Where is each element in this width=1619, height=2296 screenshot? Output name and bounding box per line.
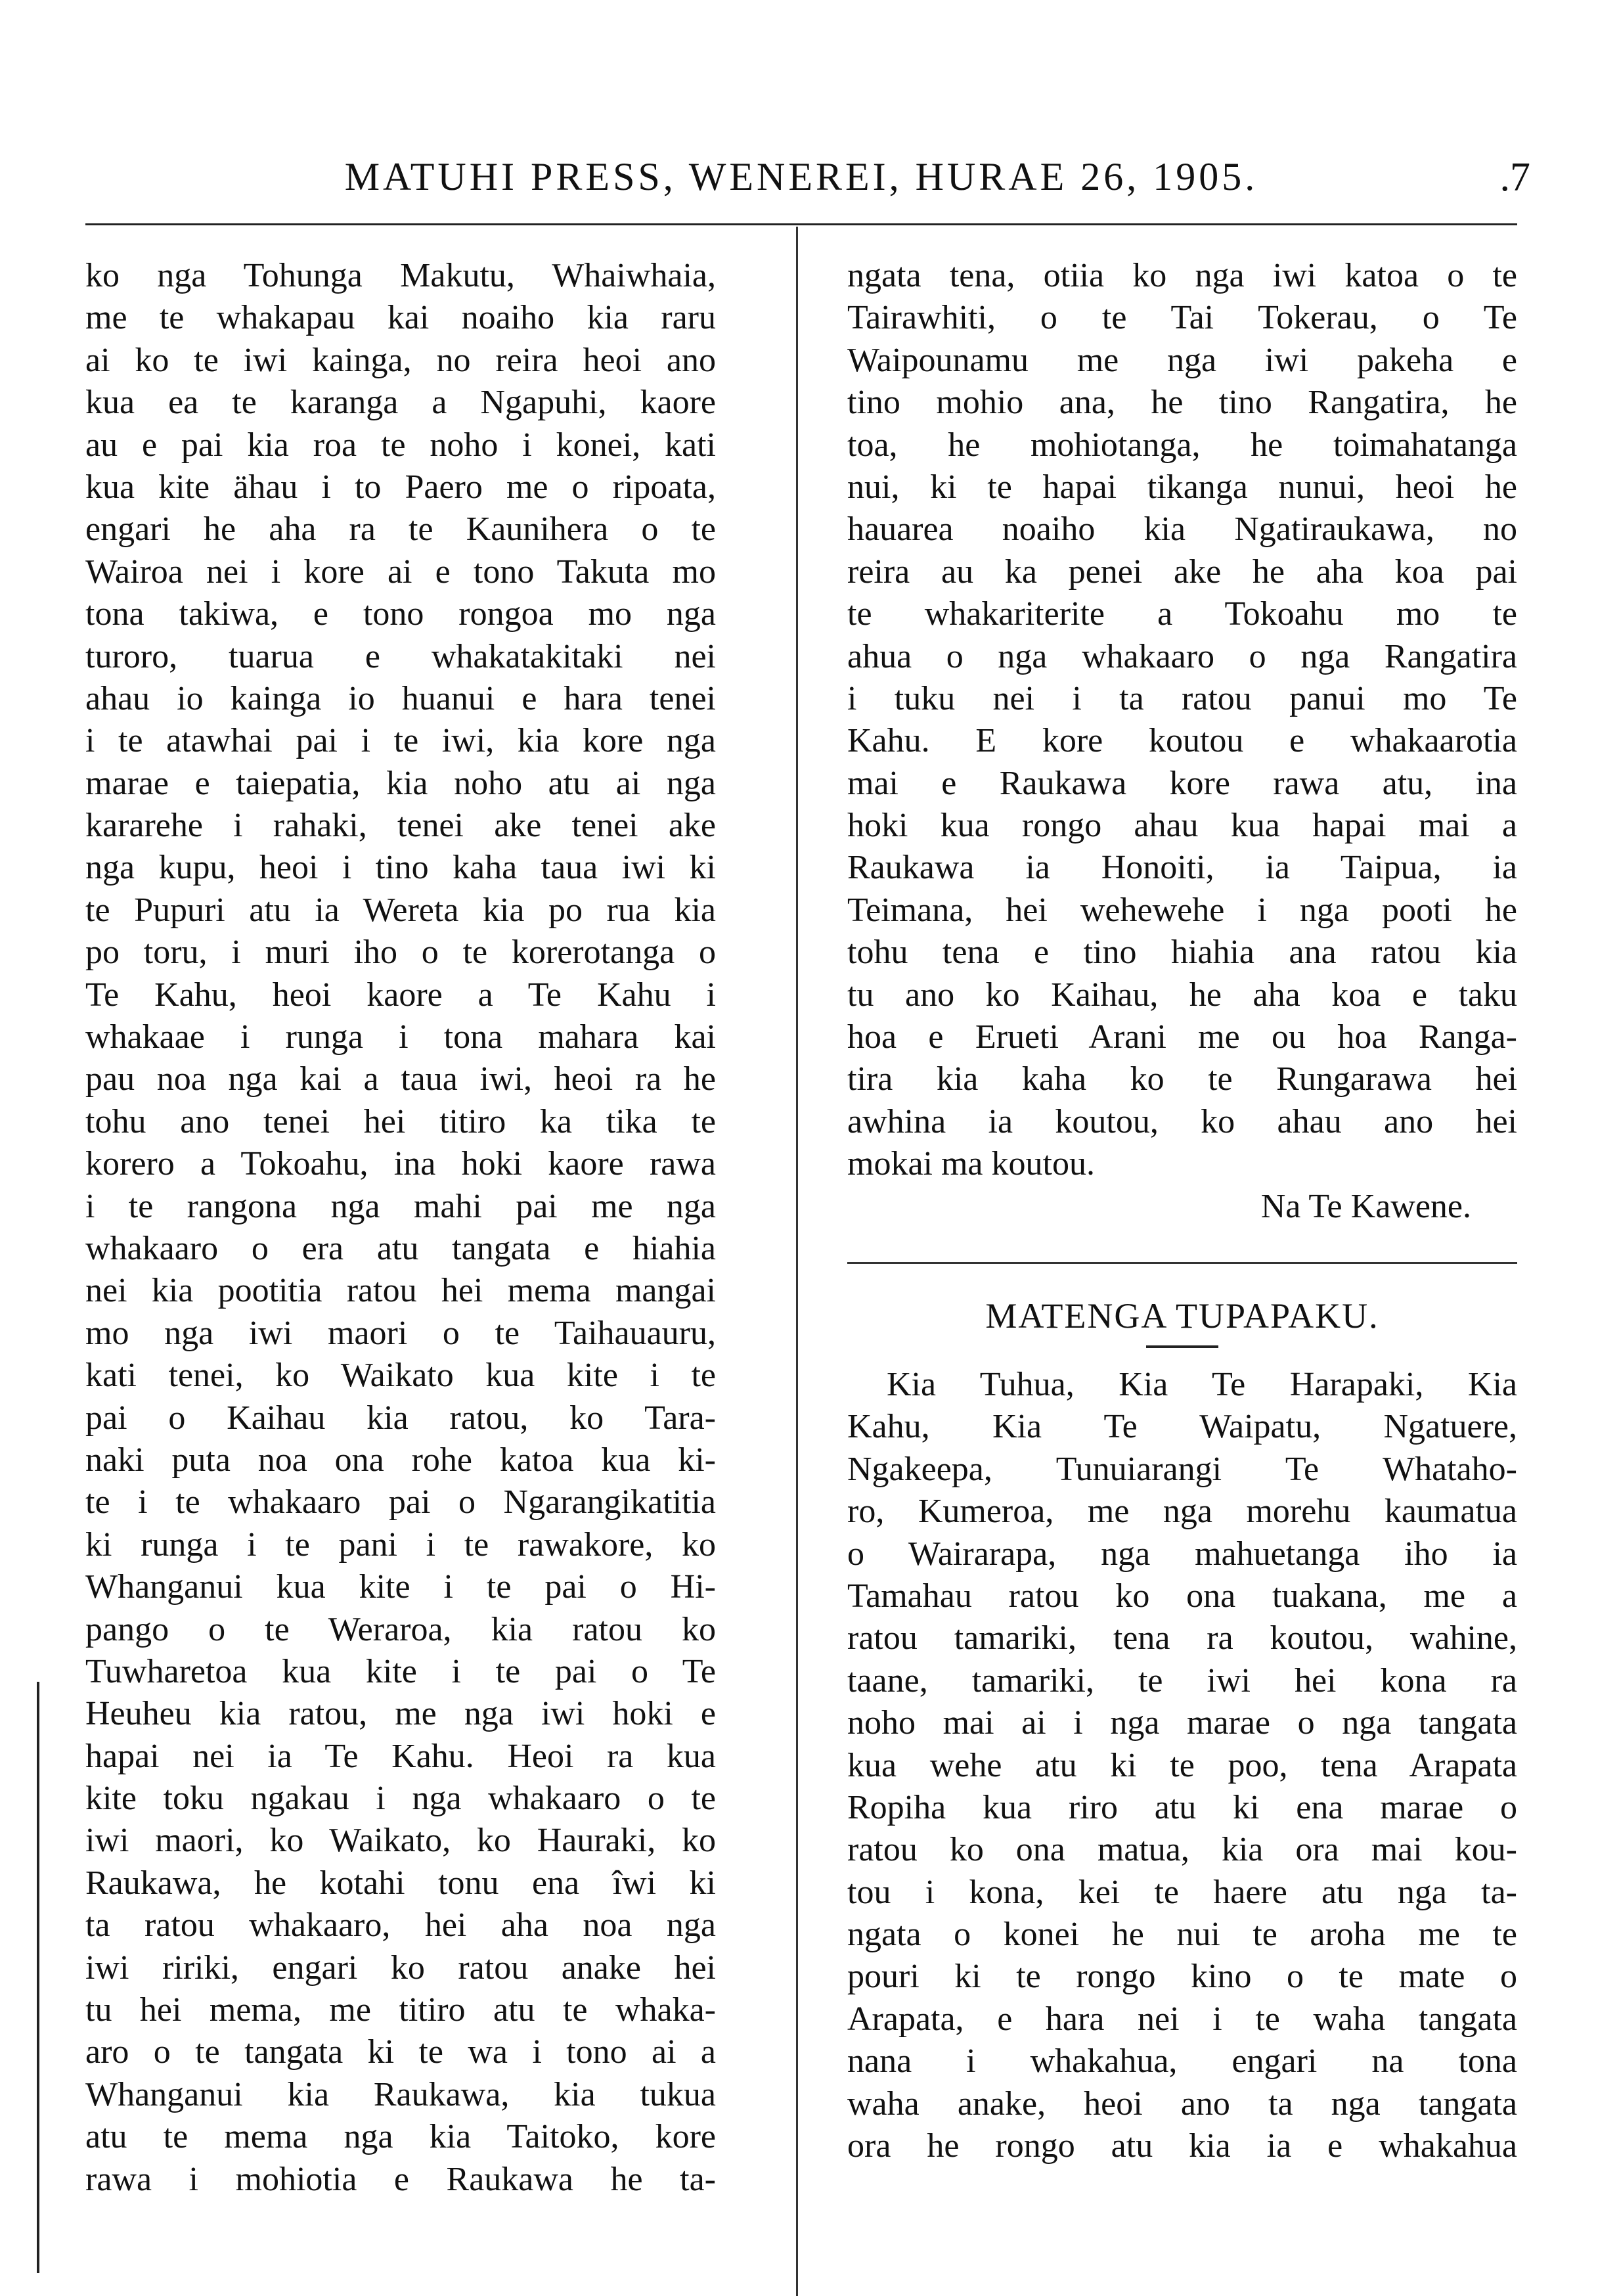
text-line: Teimana, hei wehewehe i nga pooti he bbox=[847, 891, 1517, 929]
text-line: Tamahau ratou ko ona tuakana, me a bbox=[847, 1577, 1517, 1615]
text-line: engari he aha ra te Kaunihera o te bbox=[85, 510, 716, 549]
text-line: Ropiha kua riro atu ki ena marae o bbox=[847, 1788, 1517, 1826]
text-line: ki runga i te pani i te rawakore, ko bbox=[85, 1525, 716, 1564]
text-line: kua wehe atu ki te poo, tena Arapata bbox=[847, 1746, 1517, 1784]
text-line: nana i whakahua, engari na tona bbox=[847, 2042, 1517, 2081]
text-line: tohu tena e tino hiahia ana ratou kia bbox=[847, 934, 1517, 972]
text-line: Te Kahu, heoi kaore a Te Kahu i bbox=[85, 976, 716, 1014]
text-line: ta ratou whakaaro, hei aha noa nga bbox=[85, 1906, 716, 1945]
text-line: pau noa nga kai a taua iwi, heoi ra he bbox=[85, 1060, 716, 1098]
text-line: pouri ki te rongo kino o te mate o bbox=[847, 1958, 1517, 1996]
text-line: reira au ka penei ake he aha koa pai bbox=[847, 552, 1517, 591]
text-line: pango o te Weraroa, kia ratou ko bbox=[85, 1610, 716, 1648]
text-line: turoro, tuarua e whakatakitaki nei bbox=[85, 637, 716, 675]
text-line: ai ko te iwi kainga, no reira heoi ano bbox=[85, 341, 716, 379]
text-line: hauarea noaiho kia Ngatiraukawa, no bbox=[847, 510, 1517, 549]
text-line: toa, he mohiotanga, he toimahatanga bbox=[847, 426, 1517, 464]
text-line: mokai ma koutou. bbox=[847, 1145, 1095, 1183]
text-line: po toru, i muri iho o te korerotanga o bbox=[85, 934, 716, 972]
column-divider bbox=[796, 227, 798, 2296]
text-line: ora he rongo atu kia ia e whakahua bbox=[847, 2127, 1517, 2165]
text-line: kararehe i rahaki, tenei ake tenei ake bbox=[85, 807, 716, 845]
text-line: ko nga Tohunga Makutu, Whaiwhaia, bbox=[85, 257, 716, 294]
signature: Na Te Kawene. bbox=[1260, 1187, 1471, 1225]
text-line: Tuwharetoa kua kite i te pai o Te bbox=[85, 1652, 716, 1690]
text-line: atu te mema nga kia Taitoko, kore bbox=[85, 2118, 716, 2156]
text-line: aro o te tangata ki te wa i tono ai a bbox=[85, 2033, 716, 2071]
text-line: Whanganui kia Raukawa, kia tukua bbox=[85, 2075, 716, 2113]
text-line: waha anake, heoi ano ta nga tangata bbox=[847, 2084, 1517, 2123]
text-line: Arapata, e hara nei i te waha tangata bbox=[847, 2000, 1517, 2038]
text-line: i tuku nei i ta ratou panui mo Te bbox=[847, 679, 1517, 717]
text-line: nei kia pootitia ratou hei mema mangai bbox=[85, 1272, 716, 1310]
text-line: whakaae i runga i tona mahara kai bbox=[85, 1018, 716, 1056]
section-divider bbox=[847, 1262, 1517, 1264]
right-column-text bbox=[847, 255, 1517, 1186]
text-line: ngata o konei he nui te aroha me te bbox=[847, 1916, 1517, 1954]
text-line: rawa i mohiotia e Raukawa he ta- bbox=[85, 2160, 716, 2198]
text-line: te i te whakaaro pai o Ngarangikatitia bbox=[85, 1483, 716, 1521]
text-line: iwi maori, ko Waikato, ko Hauraki, ko bbox=[85, 1822, 716, 1860]
text-line: me te whakapau kai noaiho kia raru bbox=[85, 299, 716, 337]
text-line: tino mohio ana, he tino Rangatira, he bbox=[847, 384, 1517, 422]
text-line: ahau io kainga io huanui e hara tenei bbox=[85, 679, 716, 717]
text-line: kite toku ngakau i nga whakaaro o te bbox=[85, 1780, 716, 1818]
text-line: Wairoa nei i kore ai e tono Takuta mo bbox=[85, 552, 716, 591]
section-text bbox=[847, 1364, 1517, 2167]
text-line: Raukawa, he kotahi tonu ena îwi ki bbox=[85, 1864, 716, 1902]
text-line: naki puta noa ona rohe katoa kua ki- bbox=[85, 1441, 716, 1479]
text-line: Waipounamu me nga iwi pakeha e bbox=[847, 341, 1517, 379]
text-line: nui, ki te hapai tikanga nunui, heoi he bbox=[847, 468, 1517, 506]
section-title: MATENGA TUPAPAKU. bbox=[985, 1295, 1379, 1336]
text-line: ahua o nga whakaaro o nga Rangatira bbox=[847, 637, 1517, 675]
text-line: kua ea te karanga a Ngapuhi, kaore bbox=[85, 384, 716, 422]
text-line: Kahu. E kore koutou e whakaarotia bbox=[847, 722, 1517, 760]
header-title: MATUHI PRESS, WENEREI, HURAE 26, 1905. bbox=[344, 155, 1258, 198]
text-line: au e pai kia roa te noho i konei, kati bbox=[85, 426, 716, 464]
text-line: kati tenei, ko Waikato kua kite i te bbox=[85, 1357, 716, 1395]
page-header bbox=[85, 154, 1530, 214]
text-line: tu hei mema, me titiro atu te whaka- bbox=[85, 1991, 716, 2029]
text-line: Raukawa ia Honoiti, ia Taipua, ia bbox=[847, 849, 1517, 887]
page-number: .7 bbox=[1499, 155, 1530, 200]
text-line: ratou tamariki, tena ra koutou, wahine, bbox=[847, 1619, 1517, 1657]
text-line: Kia Tuhua, Kia Te Harapaki, Kia bbox=[887, 1365, 1517, 1403]
text-line: i te atawhai pai i te iwi, kia kore nga bbox=[85, 722, 716, 760]
text-line: tohu ano tenei hei titiro ka tika te bbox=[85, 1102, 716, 1140]
text-line: te whakariterite a Tokoahu mo te bbox=[847, 595, 1517, 633]
text-line: korero a Tokoahu, ina hoki kaore rawa bbox=[85, 1145, 716, 1183]
text-line: iwi ririki, engari ko ratou anake hei bbox=[85, 1948, 716, 1987]
text-line: te Pupuri atu ia Wereta kia po rua kia bbox=[85, 891, 716, 929]
text-line: mai e Raukawa kore rawa atu, ina bbox=[847, 764, 1517, 802]
text-line: tira kia kaha ko te Rungarawa hei bbox=[847, 1060, 1517, 1098]
text-line: tou i kona, kei te haere atu nga ta- bbox=[847, 1873, 1517, 1911]
text-line: i te rangona nga mahi pai me nga bbox=[85, 1187, 716, 1225]
text-line: awhina ia koutou, ko ahau ano hei bbox=[847, 1102, 1517, 1140]
text-line: kua kite ähau i to Paero me o ripoata, bbox=[85, 468, 716, 506]
left-column bbox=[85, 255, 716, 2201]
title-underline bbox=[1146, 1345, 1218, 1348]
text-line: Whanganui kua kite i te pai o Hi- bbox=[85, 1568, 716, 1606]
right-column bbox=[847, 255, 1517, 2167]
text-line: taane, tamariki, te iwi hei kona ra bbox=[847, 1661, 1517, 1699]
text-line: tona takiwa, e tono rongoa mo nga bbox=[85, 595, 716, 633]
text-line: whakaaro o era atu tangata e hiahia bbox=[85, 1229, 716, 1267]
text-line: marae e taiepatia, kia noho atu ai nga bbox=[85, 764, 716, 802]
text-line: mo nga iwi maori o te Taihauauru, bbox=[85, 1314, 716, 1352]
margin-line bbox=[37, 1682, 39, 2273]
text-line: tu ano ko Kaihau, he aha koa e taku bbox=[847, 976, 1517, 1014]
text-line: ro, Kumeroa, me nga morehu kaumatua bbox=[847, 1493, 1517, 1531]
text-line: pai o Kaihau kia ratou, ko Tara- bbox=[85, 1399, 716, 1437]
text-line: Tairawhiti, o te Tai Tokerau, o Te bbox=[847, 299, 1517, 337]
text-line: hoa e Erueti Arani me ou hoa Ranga- bbox=[847, 1018, 1517, 1056]
text-line: o Wairarapa, nga mahuetanga iho ia bbox=[847, 1535, 1517, 1573]
text-line: Ngakeepa, Tunuiarangi Te Whataho- bbox=[847, 1450, 1517, 1488]
text-line: nga kupu, heoi i tino kaha taua iwi ki bbox=[85, 849, 716, 887]
text-line: Kahu, Kia Te Waipatu, Ngatuere, bbox=[847, 1408, 1517, 1446]
text-line: ngata tena, otiia ko nga iwi katoa o te bbox=[847, 257, 1517, 294]
text-line: hapai nei ia Te Kahu. Heoi ra kua bbox=[85, 1737, 716, 1775]
header-rule bbox=[85, 223, 1517, 225]
text-line: ratou ko ona matua, kia ora mai kou- bbox=[847, 1831, 1517, 1869]
text-line: Heuheu kia ratou, me nga iwi hoki e bbox=[85, 1695, 716, 1733]
text-line: noho mai ai i nga marae o nga tangata bbox=[847, 1704, 1517, 1742]
text-line: hoki kua rongo ahau kua hapai mai a bbox=[847, 807, 1517, 845]
